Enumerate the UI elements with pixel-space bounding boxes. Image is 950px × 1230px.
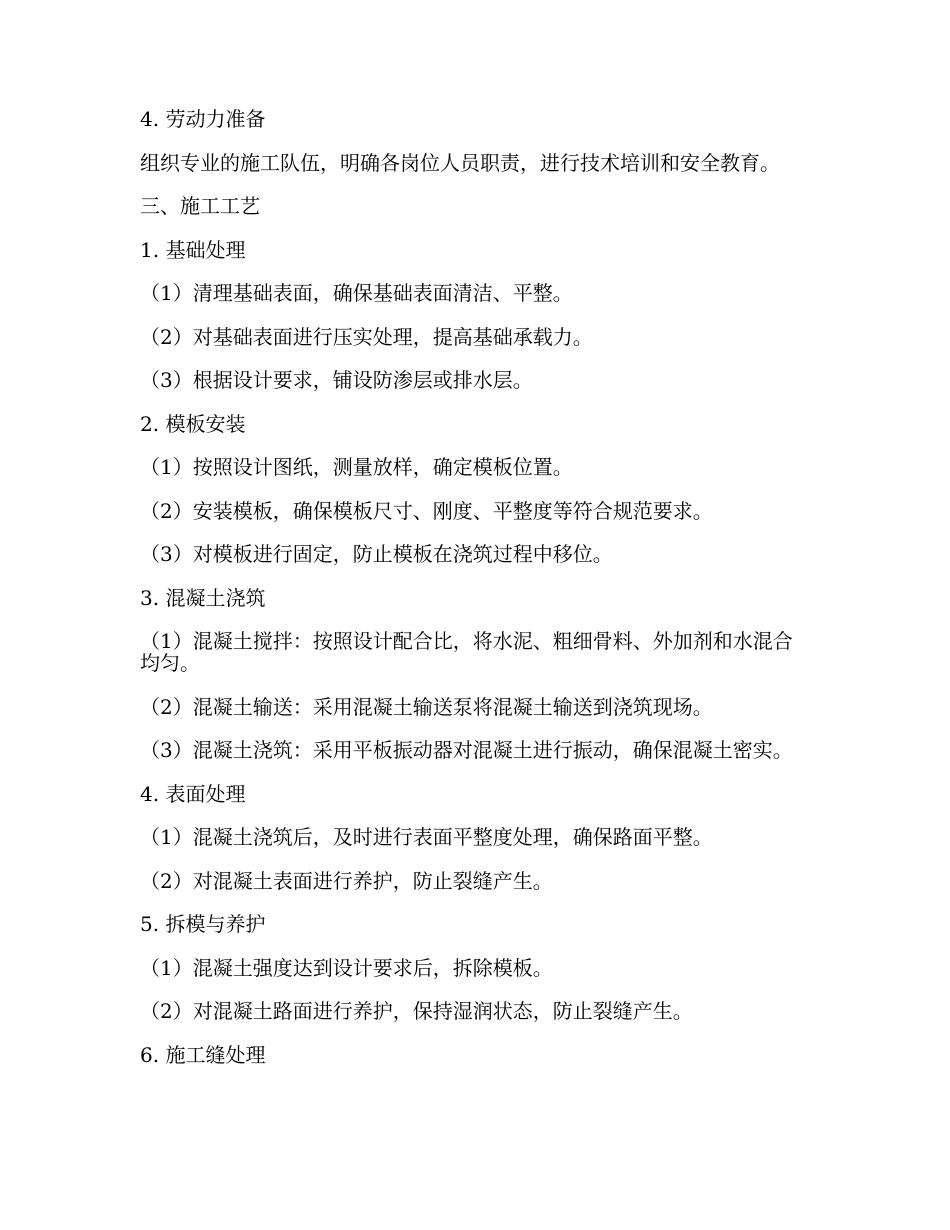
list-item: （2）对基础表面进行压实处理，提高基础承载力。: [140, 324, 593, 349]
list-item: （1）清理基础表面，确保基础表面清洁、平整。: [140, 281, 573, 305]
section-heading: 1. 基础处理: [140, 237, 246, 262]
list-item: （1）混凝土强度达到设计要求后，拆除模板。: [140, 955, 553, 980]
body-paragraph: 组织专业的施工队伍，明确各岗位人员职责，进行技术培训和安全教育。: [140, 150, 780, 175]
section-heading: 6. 施工缝处理: [140, 1042, 266, 1067]
section-heading: 2. 模板安装: [140, 411, 246, 436]
list-item: （1）按照设计图纸，测量放样，确定模板位置。: [140, 455, 573, 479]
list-item: （2）混凝土输送：采用混凝土输送泵将混凝土输送到浇筑现场。: [140, 694, 713, 719]
list-item: （1）混凝土浇筑后，及时进行表面平整度处理，确保路面平整。: [140, 825, 713, 849]
chapter-heading: 三、施工工艺: [140, 194, 260, 218]
list-item: （2）安装模板，确保模板尺寸、刚度、平整度等符合规范要求。: [140, 498, 713, 523]
list-item: （2）对混凝土路面进行养护，保持湿润状态，防止裂缝产生。: [140, 999, 693, 1023]
list-item: （3）根据设计要求，铺设防渗层或排水层。: [140, 368, 533, 392]
section-heading: 4. 劳动力准备: [140, 107, 266, 131]
list-item: （2）对混凝土表面进行养护，防止裂缝产生。: [140, 868, 553, 893]
list-item: （3）对模板进行固定，防止模板在浇筑过程中移位。: [140, 542, 613, 566]
section-heading: 3. 混凝土浇筑: [140, 585, 266, 610]
section-heading: 4. 表面处理: [140, 781, 246, 806]
document-body: [140, 108, 810, 1087]
list-item: （3）混凝土浇筑：采用平板振动器对混凝土进行振动，确保混凝土密实。: [140, 738, 793, 762]
list-item: （1）混凝土搅拌：按照设计配合比，将水泥、粗细骨料、外加剂和水混合均匀。: [140, 629, 793, 675]
section-heading: 5. 拆模与养护: [140, 912, 266, 936]
